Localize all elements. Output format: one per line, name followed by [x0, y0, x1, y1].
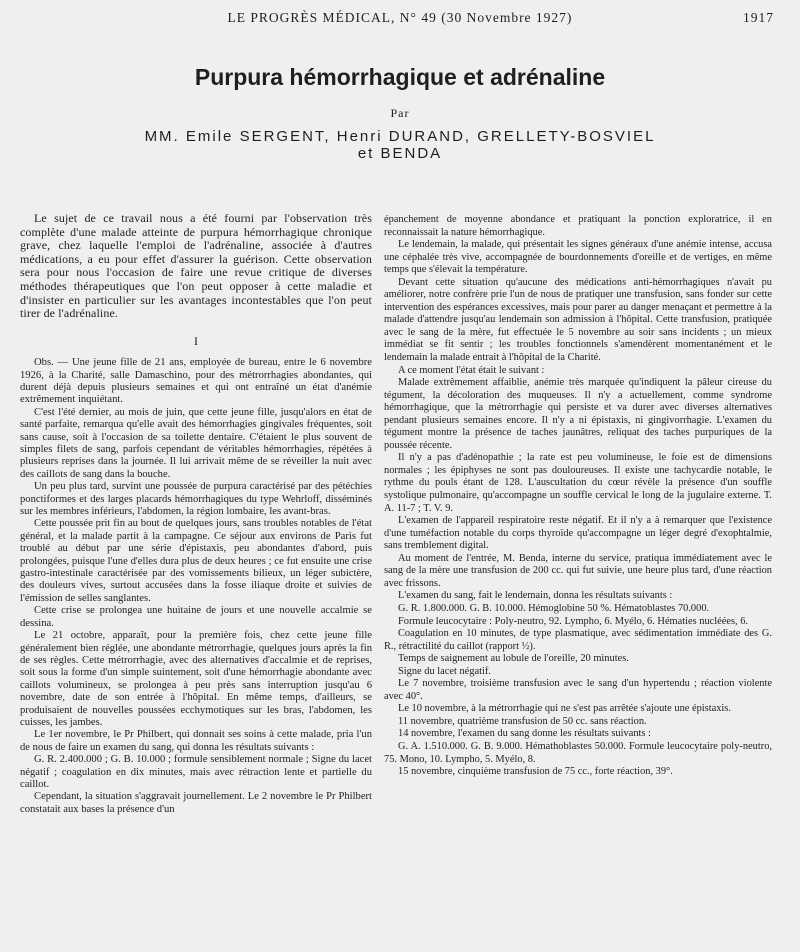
paragraph: L'examen de l'appareil respiratoire reste négatif. Et il n'y a à remarquer que l'existence d'une tuméfaction notable du corps thyroïde qu'accompagne un léger degré d'exophtalmie, sans tremblement digital.	[384, 515, 772, 552]
running-title: LE PROGRÈS MÉDICAL, N° 49 (30 Novembre 1927)	[227, 10, 573, 25]
right-column	[384, 214, 772, 779]
paragraph: Il n'y a pas d'adénopathie ; la rate est peu volumineuse, le foie est de dimensions normales ; les épiphyses ne sont pas douloureuses. Il existe une tachycardie notable, le rythme du pouls étant de 128. L'auscultation du cœur révèle la présence d'un souffle systolique pulmonaire, qu'accompagne un souffle cervical le long de la jugulaire externe. T. A. 11-7 ; T. V. 9.	[384, 452, 772, 514]
paragraph: Le lendemain, la malade, qui présentait les signes généraux d'une anémie intense, accusa une céphalée très vive, accompagnée de bourdonnements d'oreille et de vertiges, en même temps que s'élevait la température.	[384, 239, 772, 276]
paragraph: Un peu plus tard, survint une poussée de purpura caractérisé par des pétéchies ponctiformes et des larges placards hémorrhagiques du type Wehrloff, disséminés sur les membres inférieurs, l'abdomen, la région lombaire, les avant-bras.	[20, 481, 372, 518]
paragraph: épanchement de moyenne abondance et pratiquant la ponction exploratrice, il en reconnaissait la nature hémorrhagique.	[384, 214, 772, 238]
paragraph: Le 1er novembre, le Pr Philbert, qui donnait ses soins à cette malade, pria l'un de nous de faire un examen du sang, qui donna les résultats suivants :	[20, 729, 372, 753]
paragraph: G. A. 1.510.000. G. B. 9.000. Hémathoblastes 50.000. Formule leucocytaire poly-neutro, 75. Mono, 10. Lympho, 5. Myélo, 8.	[384, 740, 772, 765]
intro-paragraph: Le sujet de ce travail nous a été fourni par l'observation très complète d'une malade atteinte de purpura hémorrhagique chronique grave, chez laquelle l'emploi de l'adrénaline, associée à d'autres médications, a eu pour effet d'assurer la guérison. Cette observation sera pour nous l'occasion de faire une revue critique de diverses méthodes thérapeutiques que l'on peut opposer à cette maladie et d'insister en particulier sur les avantages incontestables que l'on peut tirer de l'adrénaline.	[20, 211, 372, 321]
paragraph: Le 10 novembre, à la métrorrhagie qui ne s'est pas arrêtée s'ajoute une épistaxis.	[398, 703, 731, 715]
paragraph: Cette crise se prolongea une huitaine de jours et une nouvelle accalmie se dessina.	[20, 605, 372, 629]
authors-line-2: et BENDA	[357, 145, 443, 162]
byline-par: Par	[390, 106, 410, 120]
paragraph: Temps de saignement au lobule de l'oreille, 20 minutes.	[398, 653, 629, 665]
running-head	[0, 10, 800, 30]
article-title: Purpura hémorrhagique et adrénaline	[194, 64, 606, 90]
intro-block	[20, 212, 372, 321]
paragraph: 14 novembre, l'examen du sang donne les résultats suivants :	[398, 728, 651, 740]
paragraph: Le 7 novembre, troisième transfusion avec le sang d'un hypertendu ; réaction violente avec 40°.	[384, 678, 772, 702]
left-column	[20, 212, 372, 816]
paragraph: Obs. — Une jeune fille de 21 ans, employée de bureau, entre le 6 novembre 1926, à la Charité, salle Damaschino, pour des métrorrhagies abondantes, qui durent déjà depuis plusieurs semaines et qui ont entraîné un état d'anémie extrêmement inquiétant.	[20, 357, 372, 406]
paragraph: Cependant, la situation s'aggravait journellement. Le 2 novembre le Pr Philbert constatait aux bases la présence d'un	[20, 791, 372, 815]
paragraph: Malade extrêmement affaiblie, anémie très marquée qu'indiquent la pâleur cireuse du tégument, la décoloration des muqueuses. Il n'y a actuellement, comme syndrome hémorrhagique, que la métrorrhagie qui persiste et va durer avec diverses alternatives pendant plusieurs semaines encore. Il n'y a ni épistaxis, ni gingivorrhagie. L'examen du tégument montre la présence de taches jaunâtres, reliquat des taches purpuriques de la poussée récente.	[384, 377, 772, 451]
paragraph: G. R. 1.800.000. G. B. 10.000. Hémoglobine 50 %. Hématoblastes 70.000.	[398, 602, 710, 614]
page-number: 1917	[743, 10, 774, 25]
section-number: I	[194, 333, 198, 348]
paragraph: 15 novembre, cinquième transfusion de 75 cc., forte réaction, 39°.	[398, 766, 673, 778]
paragraph: 11 novembre, quatrième transfusion de 50 cc. sans réaction.	[398, 715, 647, 727]
paragraph: Au moment de l'entrée, M. Benda, interne du service, pratiqua immédiatement avec le sang de la mère une transfusion de 200 cc. qui fut suivie, une heure plus tard, d'une réaction avec frissons.	[384, 552, 772, 589]
paragraph: Formule leucocytaire : Poly-neutro, 92. Lympho, 6. Myélo, 6. Hématies nucléées, 6.	[398, 615, 749, 627]
authors-line-1: MM. Emile SERGENT, Henri DURAND, GRELLETY-BOSVIEL	[144, 128, 656, 145]
paragraph: Coagulation en 10 minutes, de type plasmatique, avec sédimentation immédiate des G. R., rétractilité du caillot (rapport ½).	[384, 628, 772, 652]
authors	[0, 128, 800, 162]
paragraph: G. R. 2.400.000 ; G. B. 10.000 ; formule sensiblement normale ; Signe du lacet négatif ; coagulation en dix minutes, mais avec rétraction lente et partielle du caillot.	[20, 754, 372, 790]
paragraph: Le 21 octobre, apparaît, pour la première fois, chez cette jeune fille généralement bien réglée, une abondante métrorrhagie, quelques jours après la fin de ses règles. Cette métrorrhagie, avec des alternatives d'accalmie et de reprises, soit sous la forme d'un simple suintement, soit d'une hémorrhagie abondante avec caillots volumineux, se prolongea à peu près sans interruption jusqu'au 6 novembre, date de son entrée à l'hôpital. En même temps, d'ailleurs, se produisaient de nouvelles poussées ecchymotiques sur les bras, l'abdomen, les cuisses, les jambes.	[20, 630, 372, 728]
paragraph: C'est l'été dernier, au mois de juin, que cette jeune fille, jusqu'alors en état de santé parfaite, remarqua qu'elle avait des hémorrhagies gingivales fréquentes, soit sans cause, soit à l'occasion de sa toilette dentaire. C'étaient le plus souvent de simples filets de sang, parfois cependant de véritables hémorrhagies, répétées à plusieurs reprises dans la journée. Il lui arrivait même de se réveiller la nuit avec des caillots de sang dans la bouche.	[20, 406, 372, 480]
paragraph: A ce moment l'état était le suivant :	[398, 364, 545, 376]
paragraph: L'examen du sang, fait le lendemain, donna les résultats suivants :	[398, 590, 673, 602]
paragraph: Cette poussée prit fin au bout de quelques jours, sans troubles notables de l'état général, et la malade partit à la campagne. Ce séjour aux environs de Paris fut troublé au début par une série d'épistaxis, peu abondantes d'abord, puis prolongées, puisque l'une d'elles dura plus de deux heures ; ce fut ensuite une crise gastro-intestinale caractérisée par des vomissements bilieux, un léger subictère, des douleurs vives, surtout accusées dans la fosse iliaque droite et suivies de l'émission de selles sanglantes.	[20, 518, 372, 604]
paragraph: Devant cette situation qu'aucune des médications anti-hémorrhagiques n'avait pu améliorer, notre confrère prie l'un de nous de pratiquer une transfusion, sans fonder sur cette intervention des espérances excessives, mais pour parer au danger menaçant et permettre à la malade d'attendre jusqu'au lendemain son admission à l'hôpital. Cette transfusion, pratiquée avec le sang de la mère, fut effectuée le 5 novembre au soir sans incidents ; un mieux immédiat se fit sentir ; les troubles fonctionnels s'amendèrent momentanément et le lendemain la malade entrait à l'hôpital de la Charité.	[384, 276, 772, 364]
paragraph: Signe du lacet négatif.	[398, 665, 491, 677]
